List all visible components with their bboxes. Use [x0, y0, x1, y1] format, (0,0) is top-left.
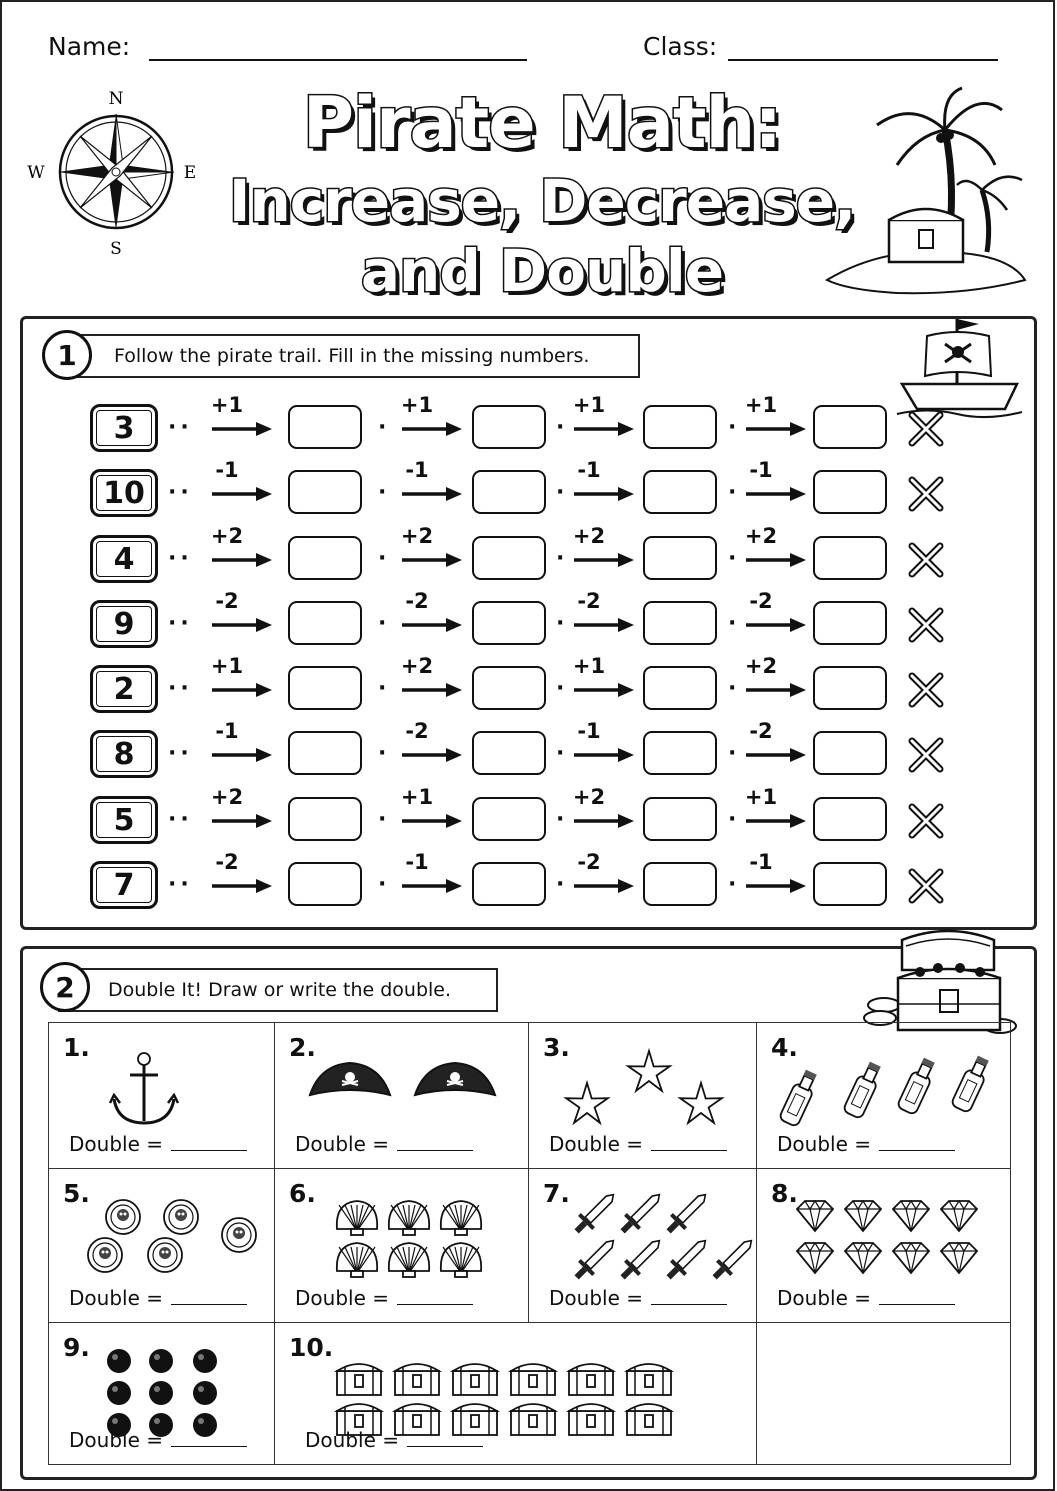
trail-step-label: -2: [215, 850, 239, 874]
right-arrow-icon: [400, 486, 462, 502]
trail-step-label: -2: [577, 850, 601, 874]
item-number: 3.: [543, 1033, 570, 1062]
double-label: Double =: [295, 1132, 389, 1156]
section2-banner: [58, 968, 498, 1012]
seashell-icon: [389, 1243, 429, 1277]
title-line-2: Increase, Decrease,: [228, 167, 856, 235]
trail-answer-box[interactable]: [643, 862, 717, 906]
diamond-icon: [845, 1201, 881, 1231]
double-answer-line[interactable]: [879, 1136, 955, 1151]
treasure-chest-icon: [511, 1404, 555, 1435]
trail-answer-box[interactable]: [643, 405, 717, 449]
sword-icon: [570, 1188, 621, 1239]
right-arrow-icon: [744, 747, 806, 763]
right-arrow-icon: [572, 421, 634, 437]
trail-dots: ··: [168, 546, 193, 571]
right-arrow-icon: [744, 878, 806, 894]
trail-dots: ·: [728, 546, 741, 571]
right-arrow-icon: [744, 552, 806, 568]
double-cell: [274, 1022, 529, 1169]
trail-step-label: -1: [749, 850, 773, 874]
seashell-icon: [337, 1201, 377, 1235]
trail-dots: ··: [168, 807, 193, 832]
trail-dots: ·: [556, 415, 569, 440]
trail-dots: ·: [378, 480, 391, 505]
double-answer: [295, 1286, 473, 1310]
trail-step-label: +2: [744, 524, 778, 548]
trail-step-label: -2: [405, 589, 429, 613]
right-arrow-icon: [210, 747, 272, 763]
skull-coin-icon: [106, 1200, 140, 1234]
trail-step-label: -2: [749, 719, 773, 743]
right-arrow-icon: [400, 878, 462, 894]
diamond-icon: [893, 1243, 929, 1273]
trail-start-number: 4: [90, 535, 158, 583]
trail-answer-box[interactable]: [813, 536, 887, 580]
trail-answer-box[interactable]: [288, 470, 362, 514]
trail-answer-box[interactable]: [288, 405, 362, 449]
trail-step-label: +2: [744, 654, 778, 678]
double-answer-line[interactable]: [397, 1290, 473, 1305]
trail-dots: ·: [556, 480, 569, 505]
trail-step-label: +2: [400, 524, 434, 548]
trail-step-label: +1: [210, 654, 244, 678]
double-answer-line[interactable]: [171, 1432, 247, 1447]
trail-step-label: -2: [405, 719, 429, 743]
double-answer: [549, 1132, 727, 1156]
section2-number-badge: 2: [40, 962, 90, 1012]
double-label: Double =: [69, 1286, 163, 1310]
x-marks-the-spot-icon: [906, 801, 946, 841]
trail-answer-box[interactable]: [288, 862, 362, 906]
skull-coin-icon: [148, 1238, 182, 1272]
trail-answer-box[interactable]: [813, 666, 887, 710]
right-arrow-icon: [572, 617, 634, 633]
trail-answer-box[interactable]: [813, 405, 887, 449]
empty-cell: [756, 1322, 1011, 1465]
right-arrow-icon: [572, 813, 634, 829]
trail-answer-box[interactable]: [288, 536, 362, 580]
trail-dots: ·: [378, 676, 391, 701]
cannonball-icon: [107, 1349, 131, 1373]
right-arrow-icon: [572, 878, 634, 894]
x-marks-the-spot-icon: [906, 474, 946, 514]
double-answer: [295, 1132, 473, 1156]
trail-step-label: +1: [400, 785, 434, 809]
double-answer: [69, 1428, 247, 1452]
cannonball-icon: [149, 1349, 173, 1373]
sword-icon: [662, 1188, 713, 1239]
skull-coin-icon: [88, 1238, 122, 1272]
double-label: Double =: [777, 1132, 871, 1156]
trail-step-label: +2: [572, 524, 606, 548]
seashell-icon: [389, 1201, 429, 1235]
trail-dots: ·: [556, 807, 569, 832]
trail-answer-box[interactable]: [643, 536, 717, 580]
item-number: 8.: [771, 1179, 798, 1208]
compass-e: E: [183, 163, 197, 183]
seashell-icon: [337, 1243, 377, 1277]
trail-answer-box[interactable]: [643, 797, 717, 841]
treasure-island-icon: [817, 80, 1037, 310]
trail-row: [2, 458, 1057, 522]
trail-answer-box[interactable]: [643, 731, 717, 775]
sword-icon: [708, 1234, 759, 1285]
trail-dots: ·: [556, 546, 569, 571]
trail-start-number: 3: [90, 404, 158, 452]
trail-row: [2, 589, 1057, 653]
double-answer-line[interactable]: [651, 1290, 727, 1305]
class-field[interactable]: [728, 59, 998, 61]
trail-step-label: +1: [400, 393, 434, 417]
trail-step-label: -1: [405, 850, 429, 874]
trail-step-label: +1: [572, 393, 606, 417]
treasure-chest-icon: [395, 1364, 439, 1395]
trail-row: [2, 524, 1057, 588]
trail-dots: ·: [728, 676, 741, 701]
diamond-icon: [797, 1243, 833, 1273]
trail-dots: ·: [728, 611, 741, 636]
skull-coin-icon: [222, 1218, 256, 1252]
trail-answer-box[interactable]: [813, 862, 887, 906]
trail-step-label: +2: [572, 785, 606, 809]
right-arrow-icon: [210, 813, 272, 829]
item-number: 1.: [63, 1033, 90, 1062]
trail-step-label: -2: [215, 589, 239, 613]
trail-answer-box[interactable]: [472, 797, 546, 841]
trail-step-label: +1: [210, 393, 244, 417]
pirate-hat-icon: [310, 1063, 390, 1095]
double-label: Double =: [295, 1286, 389, 1310]
double-cell: [274, 1322, 757, 1465]
treasure-chest-icon: [627, 1404, 671, 1435]
trail-dots: ·: [728, 807, 741, 832]
double-cell: [528, 1168, 757, 1323]
item-number: 2.: [289, 1033, 316, 1062]
double-label: Double =: [549, 1132, 643, 1156]
trail-dots: ·: [556, 872, 569, 897]
item-number: 6.: [289, 1179, 316, 1208]
trail-start-number: 10: [90, 469, 158, 517]
right-arrow-icon: [210, 682, 272, 698]
right-arrow-icon: [744, 813, 806, 829]
double-answer-line[interactable]: [171, 1136, 247, 1151]
item-number: 4.: [771, 1033, 798, 1062]
right-arrow-icon: [210, 878, 272, 894]
item-number: 7.: [543, 1179, 570, 1208]
treasure-chest-icon: [453, 1364, 497, 1395]
right-arrow-icon: [210, 421, 272, 437]
trail-answer-box[interactable]: [288, 731, 362, 775]
item-pictures: [757, 1179, 1011, 1303]
trail-answer-box[interactable]: [472, 731, 546, 775]
right-arrow-icon: [400, 813, 462, 829]
trail-step-label: -2: [577, 589, 601, 613]
message-bottle-icon: [897, 1056, 939, 1115]
right-arrow-icon: [744, 486, 806, 502]
anchor-icon: [110, 1053, 178, 1123]
x-marks-the-spot-icon: [906, 670, 946, 710]
double-cell: [48, 1168, 275, 1323]
trail-row: [2, 785, 1057, 849]
trail-step-label: -2: [749, 589, 773, 613]
double-answer: [549, 1286, 727, 1310]
trail-start-number: 7: [90, 861, 158, 909]
trail-answer-box[interactable]: [813, 731, 887, 775]
trail-step-label: +2: [400, 654, 434, 678]
trail-answer-box[interactable]: [472, 601, 546, 645]
trail-step-label: +2: [210, 524, 244, 548]
item-number: 5.: [63, 1179, 90, 1208]
double-answer-line[interactable]: [397, 1136, 473, 1151]
cannonball-icon: [149, 1381, 173, 1405]
sword-icon: [662, 1234, 713, 1285]
right-arrow-icon: [210, 552, 272, 568]
double-answer-line[interactable]: [651, 1136, 727, 1151]
class-label: Class:: [643, 32, 718, 61]
trail-step-label: +1: [744, 785, 778, 809]
compass-n: N: [108, 89, 124, 109]
x-marks-the-spot-icon: [906, 735, 946, 775]
trail-dots: ·: [728, 741, 741, 766]
starfish-icon: [566, 1083, 608, 1123]
trail-answer-box[interactable]: [643, 601, 717, 645]
double-cell: [48, 1022, 275, 1169]
trail-step-label: -1: [749, 458, 773, 482]
double-answer: [777, 1132, 955, 1156]
double-cell: [756, 1022, 1011, 1169]
right-arrow-icon: [572, 552, 634, 568]
trail-step-label: -1: [577, 719, 601, 743]
trail-step-label: -1: [577, 458, 601, 482]
double-answer: [777, 1286, 955, 1310]
treasure-chest-icon: [627, 1364, 671, 1395]
right-arrow-icon: [744, 421, 806, 437]
name-label: Name:: [48, 32, 131, 61]
trail-row: [2, 654, 1057, 718]
trail-dots: ·: [556, 741, 569, 766]
diamond-icon: [941, 1243, 977, 1273]
double-label: Double =: [305, 1428, 399, 1452]
item-pictures: [275, 1179, 529, 1303]
title-line-1: Pirate Math:: [302, 82, 782, 164]
item-pictures: [49, 1179, 275, 1303]
name-field[interactable]: [149, 59, 527, 61]
section2-instruction: Double It! Draw or write the double.: [108, 979, 452, 1001]
treasure-chest-icon: [511, 1364, 555, 1395]
trail-start-number: 8: [90, 730, 158, 778]
trail-step-label: +1: [744, 393, 778, 417]
trail-dots: ·: [556, 676, 569, 701]
x-marks-the-spot-icon: [906, 866, 946, 906]
diamond-icon: [941, 1201, 977, 1231]
section1-instruction: Follow the pirate trail. Fill in the missing numbers.: [114, 345, 590, 367]
trail-answer-box[interactable]: [288, 666, 362, 710]
trail-dots: ·: [378, 872, 391, 897]
trail-dots: ··: [168, 480, 193, 505]
trail-start-number: 9: [90, 600, 158, 648]
section1-banner: [60, 334, 640, 378]
sword-icon: [616, 1234, 667, 1285]
trail-dots: ··: [168, 611, 193, 636]
sword-icon: [616, 1188, 667, 1239]
cannonball-icon: [193, 1381, 217, 1405]
trail-dots: ·: [378, 415, 391, 440]
double-cell: [756, 1168, 1011, 1323]
section1-number-badge: 1: [42, 330, 92, 380]
right-arrow-icon: [400, 747, 462, 763]
right-arrow-icon: [400, 421, 462, 437]
trail-dots: ·: [728, 872, 741, 897]
trail-answer-box[interactable]: [288, 601, 362, 645]
message-bottle-icon: [779, 1068, 821, 1127]
trail-answer-box[interactable]: [813, 601, 887, 645]
double-cell: [48, 1322, 275, 1465]
trail-row: [2, 850, 1057, 914]
item-pictures: [529, 1179, 757, 1303]
treasure-chest-icon: [569, 1404, 613, 1435]
trail-step-label: -1: [215, 458, 239, 482]
right-arrow-icon: [400, 682, 462, 698]
trail-dots: ··: [168, 741, 193, 766]
skull-coin-icon: [164, 1200, 198, 1234]
seashell-icon: [441, 1201, 481, 1235]
double-answer-line[interactable]: [879, 1290, 955, 1305]
right-arrow-icon: [210, 617, 272, 633]
trail-row: [2, 393, 1057, 457]
right-arrow-icon: [572, 747, 634, 763]
trail-answer-box[interactable]: [472, 666, 546, 710]
diamond-icon: [893, 1201, 929, 1231]
starfish-icon: [628, 1051, 670, 1091]
item-number: 9.: [63, 1333, 90, 1362]
trail-step-label: -1: [215, 719, 239, 743]
double-answer-line[interactable]: [171, 1290, 247, 1305]
trail-step-label: +2: [210, 785, 244, 809]
trail-start-number: 2: [90, 665, 158, 713]
double-label: Double =: [549, 1286, 643, 1310]
sword-icon: [570, 1234, 621, 1285]
right-arrow-icon: [744, 617, 806, 633]
trail-dots: ·: [378, 611, 391, 636]
trail-dots: ·: [728, 480, 741, 505]
right-arrow-icon: [572, 682, 634, 698]
double-label: Double =: [69, 1428, 163, 1452]
trail-start-number: 5: [90, 796, 158, 844]
item-number: 10.: [289, 1333, 334, 1362]
trail-answer-box[interactable]: [813, 797, 887, 841]
double-answer: [69, 1286, 247, 1310]
trail-answer-box[interactable]: [813, 470, 887, 514]
trail-dots: ·: [378, 807, 391, 832]
right-arrow-icon: [744, 682, 806, 698]
trail-dots: ··: [168, 415, 193, 440]
trail-answer-box[interactable]: [288, 797, 362, 841]
trail-answer-box[interactable]: [472, 862, 546, 906]
cannonball-icon: [107, 1381, 131, 1405]
compass-w: W: [27, 163, 45, 183]
right-arrow-icon: [400, 617, 462, 633]
cannonball-icon: [193, 1349, 217, 1373]
x-marks-the-spot-icon: [906, 409, 946, 449]
seashell-icon: [441, 1243, 481, 1277]
treasure-chest-icon: [337, 1364, 381, 1395]
trail-dots: ·: [378, 741, 391, 766]
right-arrow-icon: [572, 486, 634, 502]
trail-dots: ··: [168, 872, 193, 897]
trail-answer-box[interactable]: [472, 470, 546, 514]
trail-step-label: +1: [572, 654, 606, 678]
trail-answer-box[interactable]: [472, 536, 546, 580]
double-label: Double =: [777, 1286, 871, 1310]
message-bottle-icon: [951, 1054, 993, 1113]
double-cell: [274, 1168, 529, 1323]
diamond-icon: [797, 1201, 833, 1231]
x-marks-the-spot-icon: [906, 605, 946, 645]
right-arrow-icon: [210, 486, 272, 502]
trail-row: [2, 719, 1057, 783]
trail-dots: ·: [378, 546, 391, 571]
x-marks-the-spot-icon: [906, 540, 946, 580]
trail-answer-box[interactable]: [643, 470, 717, 514]
title-line-3: and Double: [360, 237, 724, 305]
right-arrow-icon: [400, 552, 462, 568]
pirate-hat-icon: [415, 1063, 495, 1095]
starfish-icon: [680, 1083, 722, 1123]
trail-answer-box[interactable]: [472, 405, 546, 449]
double-answer: [69, 1132, 247, 1156]
double-label: Double =: [69, 1132, 163, 1156]
trail-dots: ·: [556, 611, 569, 636]
trail-answer-box[interactable]: [643, 666, 717, 710]
double-answer: [305, 1428, 483, 1452]
double-answer-line[interactable]: [407, 1432, 483, 1447]
compass-rose-icon: [27, 86, 202, 259]
trail-dots: ·: [728, 415, 741, 440]
compass-s: S: [110, 239, 122, 259]
diamond-icon: [845, 1243, 881, 1273]
trail-dots: ··: [168, 676, 193, 701]
message-bottle-icon: [843, 1060, 885, 1119]
double-cell: [528, 1022, 757, 1169]
treasure-chest-icon: [569, 1364, 613, 1395]
trail-step-label: -1: [405, 458, 429, 482]
